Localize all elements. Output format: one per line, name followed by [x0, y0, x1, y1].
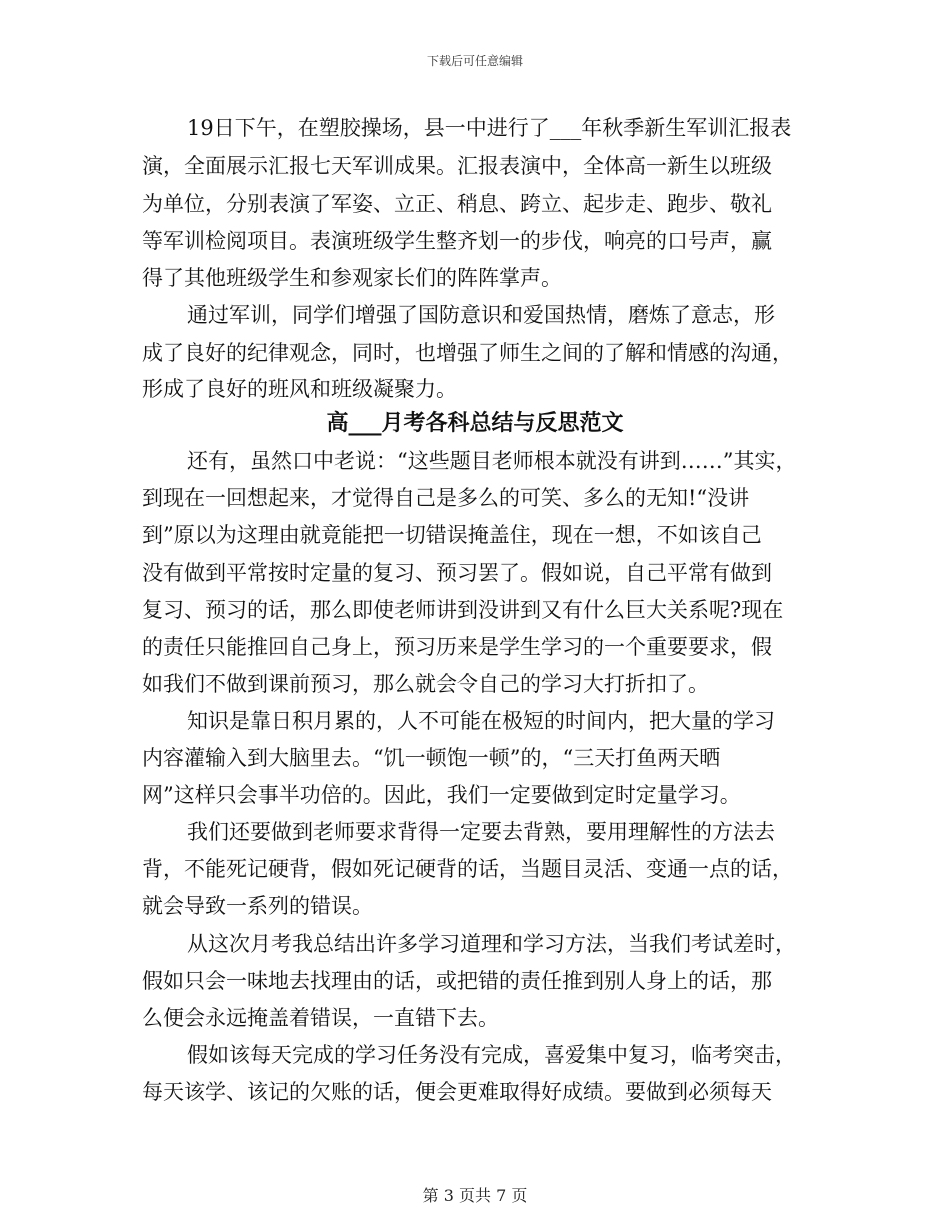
- text-line: 背，不能死记硬背，假如死记硬背的话，当题目灵活、变通一点的话，: [142, 857, 793, 881]
- text-line: 我们还要做到老师要求背得一定要去背熟，要用理解性的方法去: [187, 820, 775, 844]
- text-line: 如我们不做到课前预习，那么就会令自己的学习大打折扣了。: [142, 672, 709, 696]
- text-line: 假如该每天完成的学习任务没有完成，喜爱集中复习，临考突击，: [187, 1043, 796, 1067]
- text-line: 成了良好的纪律观念，同时，也增强了师生之间的了解和情感的沟通，: [142, 341, 793, 365]
- text-line: 得了其他班级学生和参观家长们的阵阵掌声。: [142, 266, 562, 290]
- text-line: 到现在一回想起来，才觉得自己是多么的可笑、多么的无知!“没讲: [142, 486, 750, 510]
- text-line: 么便会永远掩盖着错误，一直错下去。: [142, 1006, 499, 1030]
- page-header: 下载后可任意编辑: [426, 54, 523, 68]
- text-line: 演，全面展示汇报七天军训成果。汇报表演中，全体高一新生以班级: [142, 154, 772, 178]
- text-line: 形成了良好的班风和班级凝聚力。: [142, 377, 457, 401]
- text-line: 通过军训，同学们增强了国防意识和爱国热情，磨炼了意志，形: [187, 303, 775, 327]
- text-line: 没有做到平常按时定量的复习、预习罢了。假如说，自己平常有做到: [142, 561, 772, 585]
- text-line: 复习、预习的话，那么即使老师讲到没讲到又有什么巨大关系呢?现在: [142, 598, 784, 622]
- section-title: 高___月考各科总结与反思范文: [326, 410, 624, 436]
- text-line: 的责任只能推回自己身上，预习历来是学生学习的一个重要要求，假: [142, 635, 772, 659]
- text-line: 内容灌输入到大脑里去。“饥一顿饱一顿”的，“三天打鱼两天晒: [142, 746, 721, 770]
- text-line: 19日下午，在塑胶操场，县一中进行了___年秋季新生军训汇报表: [187, 116, 792, 140]
- text-line: 从这次月考我总结出许多学习道理和学习方法，当我们考试差时，: [187, 932, 796, 956]
- page-footer: 第 3 页共 7 页: [422, 1186, 528, 1205]
- text-line: 网”这样只会事半功倍的。因此，我们一定要做到定时定量学习。: [142, 783, 741, 807]
- text-line: 每天该学、该记的欠账的话，便会更难取得好成绩。要做到必须每天: [142, 1080, 772, 1104]
- text-line: 到”原以为这理由就竟能把一切错误掩盖住，现在一想，不如该自己: [142, 523, 762, 547]
- text-line: 假如只会一味地去找理由的话，或把错的责任推到别人身上的话，那: [142, 969, 772, 993]
- text-line: 还有，虽然口中老说：“这些题目老师根本就没有讲到……”其实，: [187, 449, 797, 473]
- text-line: 为单位，分别表演了军姿、立正、稍息、跨立、起步走、跑步、敬礼: [142, 192, 772, 216]
- text-line: 等军训检阅项目。表演班级学生整齐划一的步伐，响亮的口号声，赢: [142, 229, 772, 253]
- text-line: 就会导致一系列的错误。: [142, 894, 373, 918]
- text-line: 知识是靠日积月累的，人不可能在极短的时间内，把大量的学习: [187, 709, 775, 733]
